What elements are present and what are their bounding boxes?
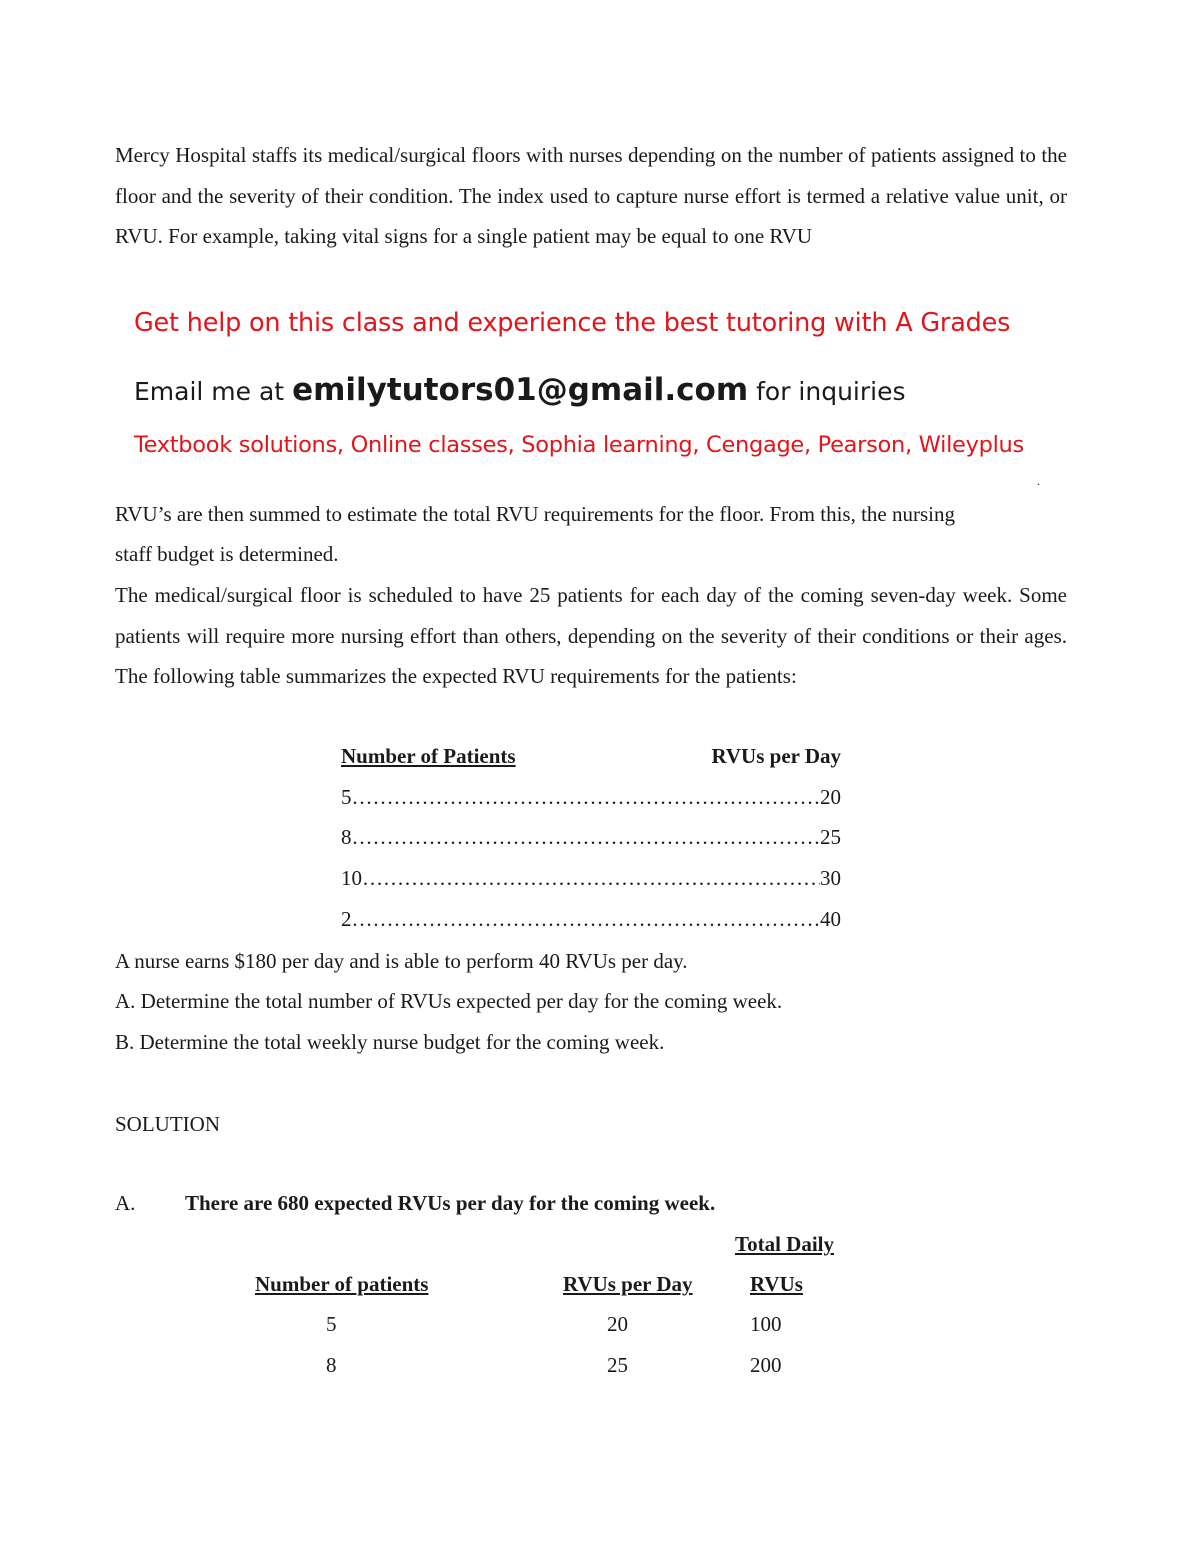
table2-rvus-per-day: 20: [607, 1312, 628, 1336]
promo-services: Textbook solutions, Online classes, Sophia learning, Cengage, Pearson, Wileyplus: [134, 432, 1024, 458]
table2-header-rvus: RVUs: [750, 1272, 803, 1296]
para2-line2: staff budget is determined.: [115, 542, 339, 566]
promo-headline: Get help on this class and experience the best tutoring with A Grades: [134, 308, 1011, 338]
table1-row: [341, 825, 841, 850]
table2-total: 200: [750, 1353, 782, 1377]
table1-leader: [352, 825, 821, 850]
table2-rvus-per-day: 25: [607, 1353, 628, 1377]
table2-header-rvus-per-day: RVUs per Day: [563, 1272, 693, 1296]
table1-rvus: 40: [820, 907, 841, 931]
table1-row: [341, 785, 841, 810]
promo-email-line: [134, 372, 906, 408]
table1-leader: [352, 785, 821, 810]
nurse-rate-line: A nurse earns $180 per day and is able to perform 40 RVUs per day.: [115, 949, 688, 973]
intro-paragraph: Mercy Hospital staffs its medical/surgical floors with nurses depending on the number of patients assigned to the floor and the severity of their condition. The index used to capture nurse effort is termed a relative value unit, or RVU. For example, taking vital signs for a single patient may be equal to one RVU: [115, 143, 1067, 249]
question-a: A. Determine the total number of RVUs expected per day for the coming week.: [115, 989, 783, 1013]
promo-email-prefix: Email me at: [134, 377, 293, 406]
question-b: B. Determine the total weekly nurse budget for the coming week.: [115, 1030, 665, 1054]
table1-patients: 10: [341, 866, 362, 890]
table1-header-patients: Number of Patients: [341, 744, 516, 768]
table1-patients: 5: [341, 785, 352, 809]
table1-leader: [352, 907, 821, 932]
scenario-paragraph: The medical/surgical floor is scheduled to have 25 patients for each day of the coming seven-day week. Some patients will require more nursing effort than others, depending on the severity of their conditions or their ages. The following table summarizes the expected RVU requirements for the patients:: [115, 583, 1067, 689]
table2-header-total-daily: Total Daily: [735, 1232, 834, 1256]
table1-header-rvus: RVUs per Day: [711, 744, 841, 768]
table2-header-patients: Number of patients: [255, 1272, 429, 1296]
table2-patients: 5: [326, 1312, 337, 1336]
answer-a-text: There are 680 expected RVUs per day for the coming week.: [185, 1191, 716, 1215]
promo-email-suffix: for inquiries: [748, 377, 906, 406]
stray-dot: .: [1037, 474, 1040, 488]
promo-email-address[interactable]: emilytutors01@gmail.com: [292, 372, 749, 408]
table2-patients: 8: [326, 1353, 337, 1377]
table1-row: [341, 907, 841, 932]
solution-heading: SOLUTION: [115, 1112, 220, 1136]
table1-rvus: 25: [820, 825, 841, 849]
table1-rvus: 30: [820, 866, 841, 890]
table1-row: [341, 866, 841, 891]
para2-line1: RVU’s are then summed to estimate the total RVU requirements for the floor. From this, the nursing: [115, 502, 955, 526]
answer-a: [115, 1191, 715, 1216]
table1-leader: [362, 866, 820, 891]
table1-patients: 2: [341, 907, 352, 931]
table1-header: [341, 744, 841, 769]
table1-rvus: 20: [820, 785, 841, 809]
table2-total: 100: [750, 1312, 782, 1336]
table1-patients: 8: [341, 825, 352, 849]
answer-a-letter: A.: [115, 1191, 136, 1215]
